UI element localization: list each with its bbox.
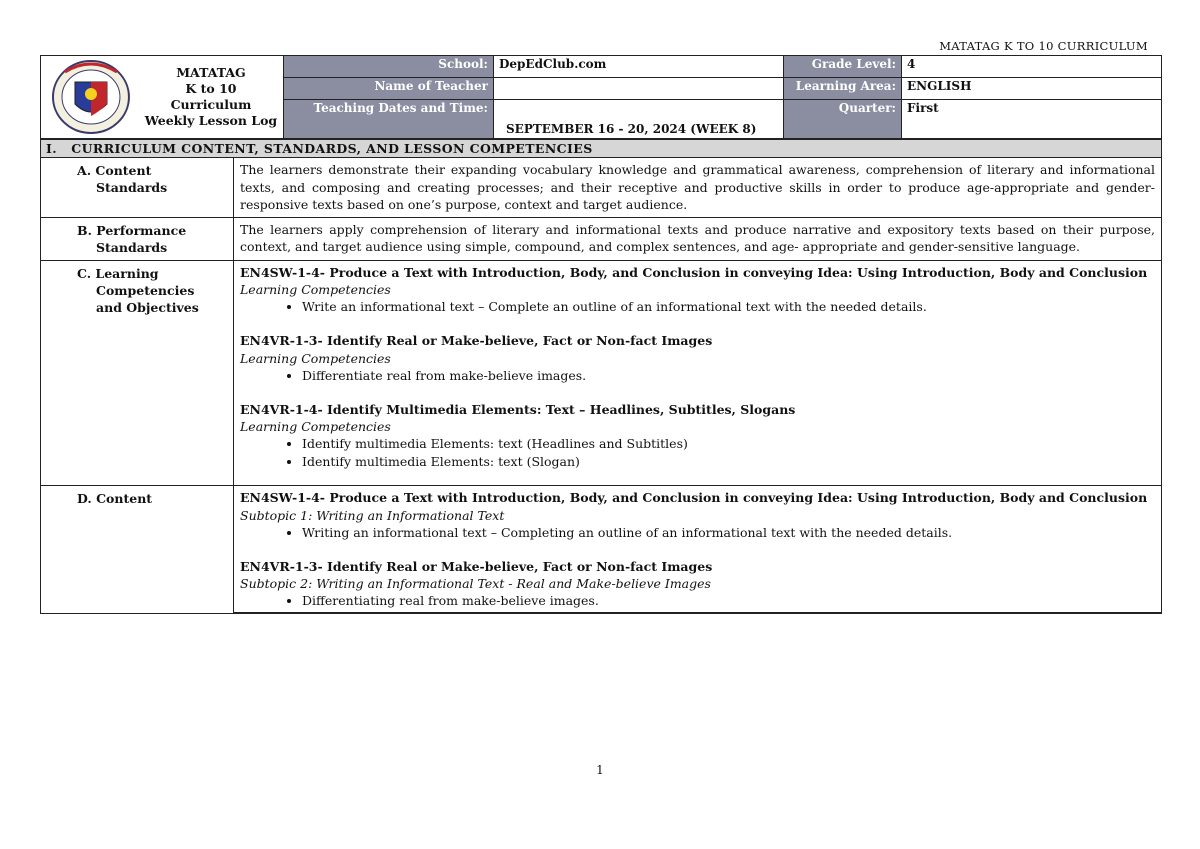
content-standards-label: A. Content Standards bbox=[41, 158, 234, 218]
dates-label: Teaching Dates and Time: bbox=[284, 100, 494, 139]
content-standards-text: The learners demonstrate their expanding vocabulary knowledge and grammatical awareness, comprehension of literary and informational texts, and composing and creating processes; and their receptive and productive skills in order to produce age-appropriate and gender-responsive texts based on one’s purpose, context and target audience. bbox=[234, 158, 1162, 218]
list-item: • Writing an informational text – Completing an outline of an informational text with the needed details. bbox=[302, 524, 1155, 542]
dates-value: SEPTEMBER 16 - 20, 2024 (WEEK 8) bbox=[494, 100, 784, 139]
competency-title: EN4VR-1-3- Identify Real or Make-believe, Fact or Non-fact Images bbox=[240, 333, 713, 348]
competency-subheading: Learning Competencies bbox=[240, 282, 391, 297]
school-label: School: bbox=[284, 56, 494, 78]
performance-standards-text: The learners apply comprehension of literary and informational texts and produce narrative and expository texts based on their purpose, context, and target audience using simple, compound, and complex sentences, and age- appropriate and gender-sensitive language. bbox=[234, 217, 1162, 260]
grade-value: 4 bbox=[902, 56, 1162, 78]
area-value: ENGLISH bbox=[902, 78, 1162, 100]
area-label: Learning Area: bbox=[784, 78, 902, 100]
subtopic-heading: Subtopic 1: Writing an Informational Text bbox=[240, 507, 505, 523]
teacher-value bbox=[494, 78, 784, 100]
content-label: D. Content bbox=[41, 486, 234, 614]
subtopic-heading: Subtopic 2: Writing an Informational Text - Real and Make-believe Images bbox=[240, 576, 711, 591]
competency-title: EN4SW-1-4- Produce a Text with Introduction, Body, and Conclusion in conveying Idea: Using Introduction, Body and Conclusion bbox=[240, 264, 1148, 280]
curriculum-header: MATATAG K TO 10 CURRICULUM bbox=[939, 39, 1148, 53]
list-item: • Identify multimedia Elements: text (Slogan) bbox=[302, 453, 1155, 471]
performance-standards-label: B. Performance Standards bbox=[41, 217, 234, 260]
content-title: EN4VR-1-3- Identify Real or Make-believe, Fact or Non-fact Images bbox=[240, 558, 713, 574]
list-item: • Differentiate real from make-believe images. bbox=[302, 367, 1155, 385]
list-item: • Differentiating real from make-believe images. bbox=[302, 592, 1155, 610]
grade-label: Grade Level: bbox=[784, 56, 902, 78]
content-title: EN4SW-1-4- Produce a Text with Introduction, Body, and Conclusion in conveying Idea: Using Introduction, Body and Conclusion bbox=[240, 490, 1148, 505]
logo-subtitle: K to 10 Curriculum bbox=[170, 81, 252, 112]
content-details bbox=[234, 486, 1162, 614]
logo-title: MATATAG bbox=[176, 65, 246, 80]
lesson-log-table bbox=[40, 55, 1161, 614]
list-item: • Write an informational text – Complete an outline of an informational text with the needed details. bbox=[302, 298, 1155, 316]
logo-block bbox=[41, 56, 284, 140]
competency-title: EN4VR-1-4- Identify Multimedia Elements: Text – Headlines, Subtitles, Slogans bbox=[240, 401, 796, 417]
section-heading: I. CURRICULUM CONTENT, STANDARDS, AND LESSON COMPETENCIES bbox=[41, 139, 1162, 158]
logo-log-title: Weekly Lesson Log bbox=[144, 113, 278, 128]
list-item: • Identify multimedia Elements: text (Headlines and Subtitles) bbox=[302, 435, 1155, 453]
teacher-label: Name of Teacher bbox=[284, 78, 494, 100]
deped-seal-icon bbox=[45, 58, 137, 136]
learning-competencies-content bbox=[234, 260, 1162, 486]
competency-subheading: Learning Competencies bbox=[240, 419, 391, 434]
quarter-value: First bbox=[902, 100, 1162, 139]
school-value: DepEdClub.com bbox=[494, 56, 784, 78]
page-number: 1 bbox=[596, 763, 604, 777]
learning-competencies-label: C. Learning Competencies and Objectives bbox=[41, 260, 234, 486]
competency-subheading: Learning Competencies bbox=[240, 350, 391, 366]
quarter-label: Quarter: bbox=[784, 100, 902, 139]
